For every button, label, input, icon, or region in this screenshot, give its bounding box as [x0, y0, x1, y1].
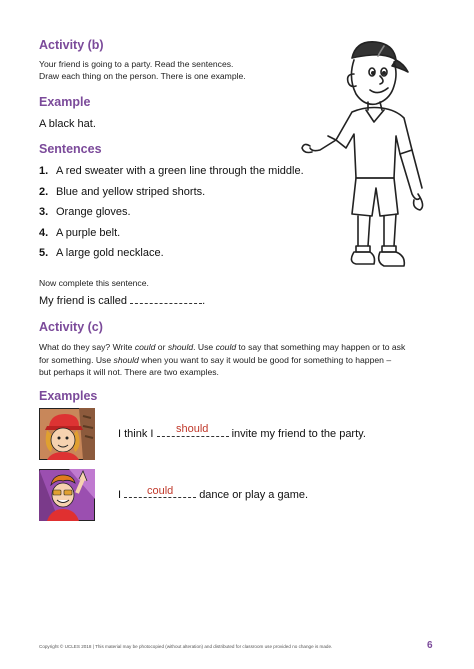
sentence-item — [39, 227, 120, 239]
sentence-text: Orange gloves. — [56, 206, 131, 218]
complete-instruction: Now complete this sentence. — [39, 278, 149, 288]
activity-c-line-3: but perhaps it will not. There are two examples. — [39, 367, 219, 377]
example-1-answer: should — [176, 423, 209, 435]
example-2-after: dance or play a game. — [199, 489, 309, 501]
example-1-after: invite my friend to the party. — [231, 428, 366, 440]
text: when you want to say it would be good for something to happen – — [138, 355, 392, 365]
example-1-before: I think I — [118, 428, 154, 440]
sentences-heading: Sentences — [39, 142, 102, 156]
text: for something. Use — [39, 355, 114, 365]
activity-c-line-1 — [39, 341, 405, 353]
name-blank[interactable] — [130, 303, 202, 304]
example-heading: Example — [39, 95, 91, 109]
text-could: could — [134, 342, 156, 352]
complete-sentence-end: . — [202, 295, 206, 307]
example-text: A black hat. — [39, 118, 96, 130]
sentence-item — [39, 206, 131, 218]
sentence-text: A purple belt. — [56, 227, 121, 239]
sentence-text: A red sweater with a green line through the middle. — [56, 165, 304, 177]
boy-picture — [39, 469, 95, 521]
sentence-number: 3. — [39, 206, 49, 218]
example-2-before: I — [118, 489, 122, 501]
complete-sentence-start: My friend is called — [39, 295, 128, 307]
example-2-answer: could — [147, 485, 174, 497]
sentence-number: 2. — [39, 186, 49, 198]
page-number: 6 — [427, 640, 433, 651]
sentence-item — [39, 165, 304, 177]
activity-b-instructions-2: Draw each thing on the person. There is one example. — [39, 71, 246, 81]
sentence-item — [39, 186, 205, 198]
example-1-blank[interactable] — [157, 436, 229, 437]
text-should: should — [167, 342, 194, 352]
sentence-number: 5. — [39, 247, 49, 259]
footer-copyright: Copyright © UCLES 2018 | This material may be photocopied (without alteration) and distributed for classroom use provided no change is made. — [39, 644, 333, 649]
text: to say that something may happen or to ask — [236, 342, 406, 352]
activity-b-instructions-1: Your friend is going to a party. Read the sentences. — [39, 59, 234, 69]
girl-picture — [39, 408, 95, 460]
sentence-number: 1. — [39, 165, 49, 177]
example-2-blank[interactable] — [124, 497, 196, 498]
complete-sentence — [39, 295, 205, 307]
text: or — [155, 342, 168, 352]
text: What do they say? Write — [39, 342, 135, 352]
text-could: could — [215, 342, 237, 352]
examples-heading: Examples — [39, 389, 98, 403]
example-1-sentence — [118, 428, 366, 440]
activity-c-heading: Activity (c) — [39, 320, 103, 334]
boy-illustration — [300, 38, 450, 273]
sentence-text: Blue and yellow striped shorts. — [56, 186, 206, 198]
text-should: should — [113, 355, 139, 365]
activity-c-line-2 — [39, 354, 391, 366]
activity-b-heading: Activity (b) — [39, 38, 104, 52]
sentence-number: 4. — [39, 227, 49, 239]
text: . Use — [193, 342, 216, 352]
sentence-item — [39, 247, 164, 259]
sentence-text: A large gold necklace. — [56, 247, 164, 259]
